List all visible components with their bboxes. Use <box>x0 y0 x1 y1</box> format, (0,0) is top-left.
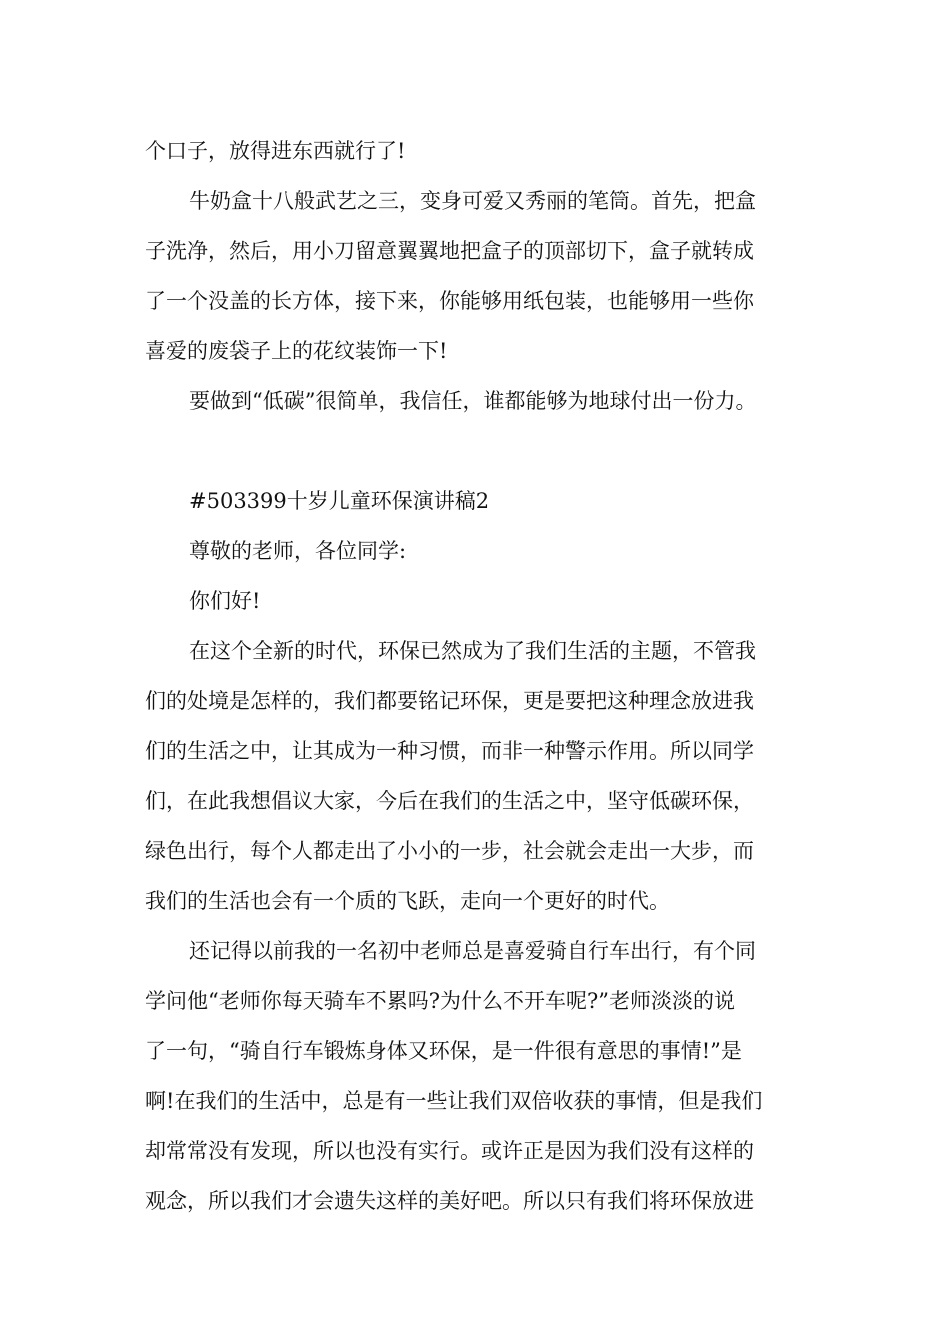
paragraph-line: 们，在此我想倡议大家，今后在我们的生活之中，坚守低碳环保， <box>145 789 754 813</box>
paragraph-line: 子洗净，然后，用小刀留意翼翼地把盒子的顶部切下，盒子就转成 <box>145 239 754 263</box>
paragraph-line: 们的处境是怎样的，我们都要铭记环保，更是要把这种理念放进我 <box>145 689 754 713</box>
paragraph-line: 了一个没盖的长方体，接下来，你能够用纸包装，也能够用一些你 <box>145 289 754 313</box>
paragraph-line: 喜爱的废袋子上的花纹装饰一下! <box>145 339 448 363</box>
paragraph-line: 我们的生活也会有一个质的飞跃，走向一个更好的时代。 <box>145 889 670 913</box>
paragraph-line: 学问他“老师你每天骑车不累吗?为什么不开车呢?”老师淡淡的说 <box>145 989 735 1013</box>
paragraph-line: 观念，所以我们才会遗失这样的美好吧。所以只有我们将环保放进 <box>145 1189 754 1213</box>
paragraph-line: 们的生活之中，让其成为一种习惯，而非一种警示作用。所以同学 <box>145 739 754 763</box>
greeting: 你们好! <box>189 589 261 613</box>
paragraph-line: 却常常没有发现，所以也没有实行。或许正是因为我们没有这样的 <box>145 1139 754 1163</box>
paragraph-line: 还记得以前我的一名初中老师总是喜爱骑自行车出行，有个同 <box>189 939 756 963</box>
paragraph-line: 要做到“低碳”很简单，我信任，谁都能够为地球付出一份力。 <box>189 389 757 413</box>
paragraph-line: 绿色出行，每个人都走出了小小的一步，社会就会走出一大步，而 <box>145 839 754 863</box>
paragraph-line: 牛奶盒十八般武艺之三，变身可爱又秀丽的笔筒。首先，把盒 <box>189 189 756 213</box>
salutation: 尊敬的老师，各位同学: <box>189 539 407 563</box>
section-heading: #503399十岁儿童环保演讲稿2 <box>189 489 490 513</box>
paragraph-line: 啊!在我们的生活中，总是有一些让我们双倍收获的事情，但是我们 <box>145 1089 763 1113</box>
paragraph-line: 在这个全新的时代，环保已然成为了我们生活的主题，不管我 <box>189 639 756 663</box>
paragraph-line: 个口子，放得进东西就行了! <box>145 139 406 163</box>
paragraph-line: 了一句，“骑自行车锻炼身体又环保，是一件很有意思的事情!”是 <box>145 1039 742 1063</box>
